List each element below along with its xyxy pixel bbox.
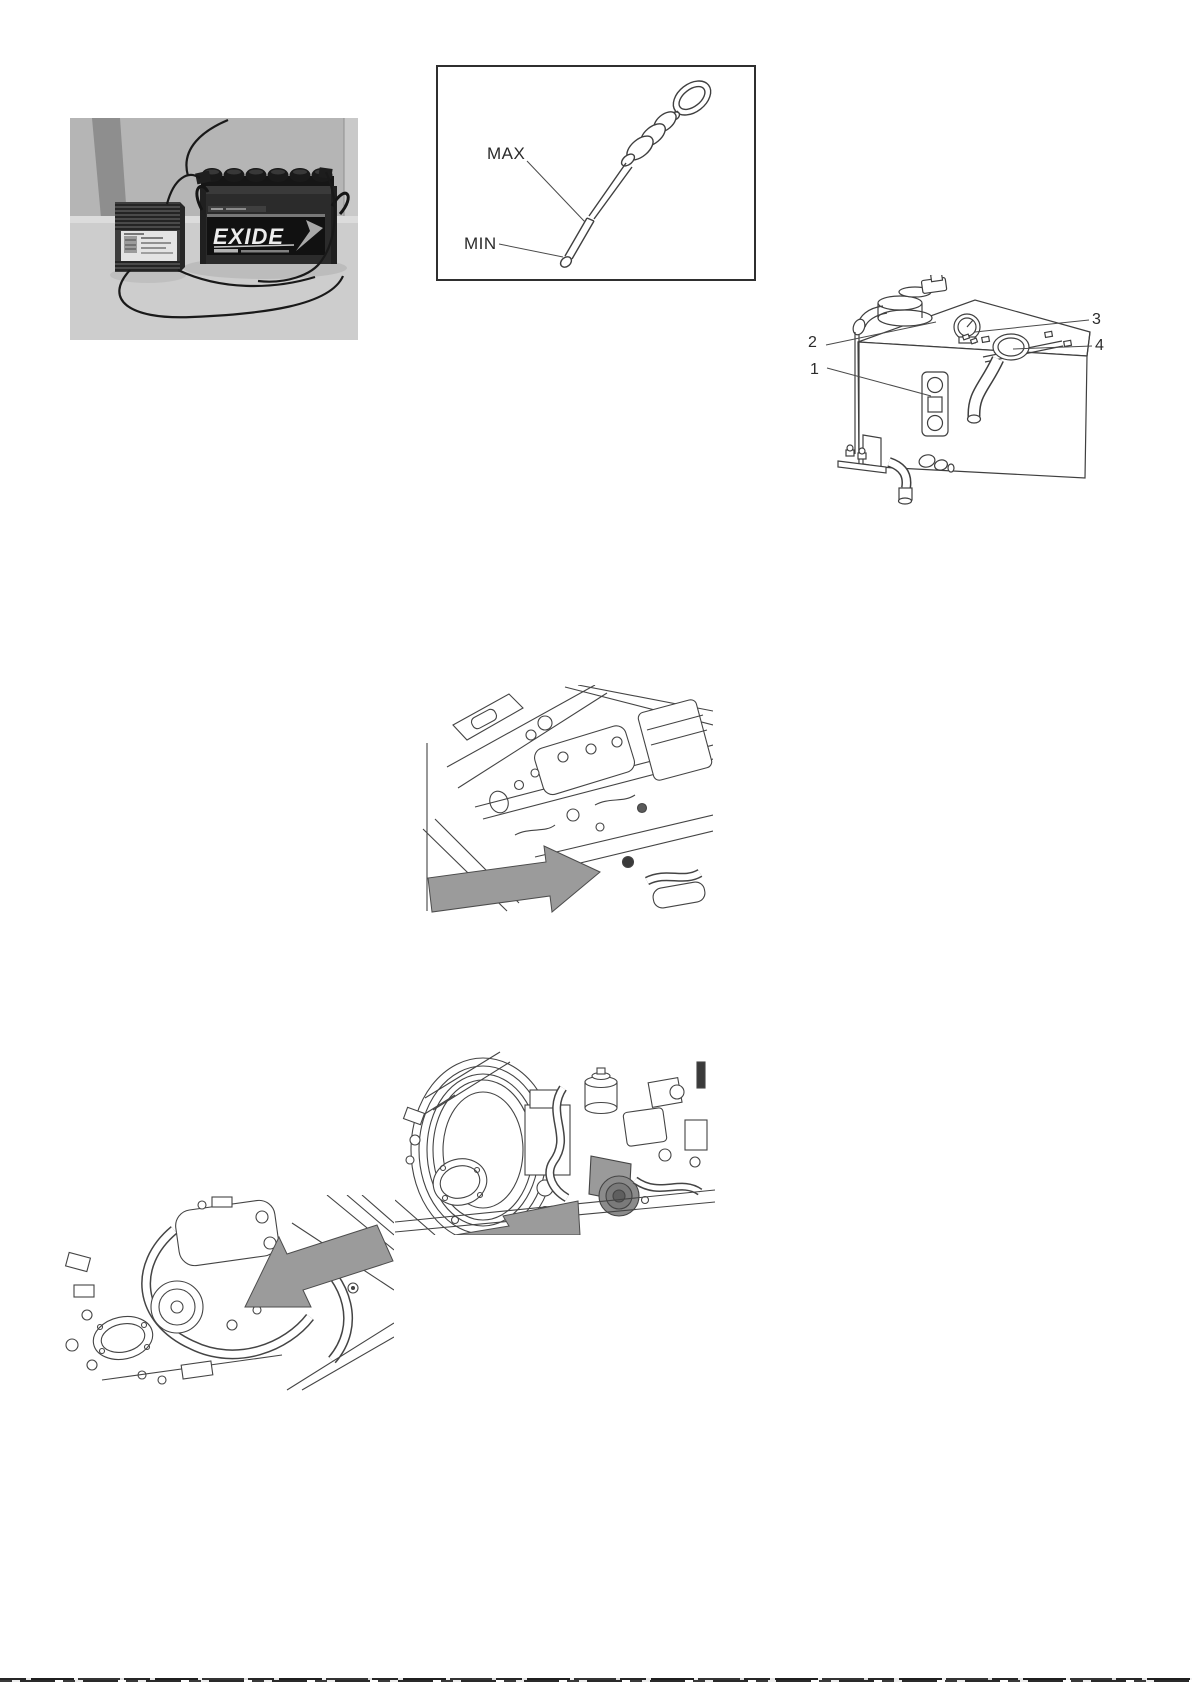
callout-1: 1 (810, 361, 819, 378)
callout-3: 3 (1092, 311, 1101, 328)
fuel-filter (585, 1068, 617, 1114)
drain-plug (623, 857, 634, 868)
callout-4: 4 (1095, 337, 1104, 354)
oil-filter (589, 1156, 639, 1216)
engine-compartment-top-view (395, 685, 713, 913)
hydraulic-tank-diagram (755, 275, 1111, 505)
engine-top-view-bottom-left (62, 1195, 394, 1392)
battery-photo-canvas (70, 118, 358, 340)
dipstick-diagram (438, 67, 754, 279)
max-label: MAX (487, 144, 526, 163)
artifact-row (0, 1680, 1192, 1682)
valve-cover (174, 1198, 281, 1267)
dipstick-blade (565, 218, 587, 256)
engine-side-view (395, 1050, 715, 1235)
tank-canvas (755, 275, 1111, 505)
dipstick-figure-frame (436, 65, 756, 281)
engine-bl-canvas (62, 1195, 394, 1392)
engine-top-canvas (395, 685, 713, 913)
dipstick-rod (589, 163, 626, 216)
sight-level-gauge (922, 372, 948, 436)
cover-plate (89, 1311, 156, 1365)
engine-bl-line-art (66, 1195, 394, 1390)
min-label: MIN (464, 234, 497, 253)
dipstick-drawing (559, 74, 718, 269)
battery-charging-photo (70, 118, 358, 340)
valve-cover (532, 723, 637, 797)
pointer-arrow-up-right (428, 846, 600, 912)
callout-2: 2 (808, 334, 817, 351)
battery-charger (115, 202, 185, 272)
page-bottom-artifact (0, 1678, 1192, 1682)
engine-side-canvas (395, 1050, 715, 1235)
cover-plate (428, 1153, 492, 1211)
battery (195, 167, 348, 264)
exide-logo-text: EXIDE (213, 224, 285, 249)
